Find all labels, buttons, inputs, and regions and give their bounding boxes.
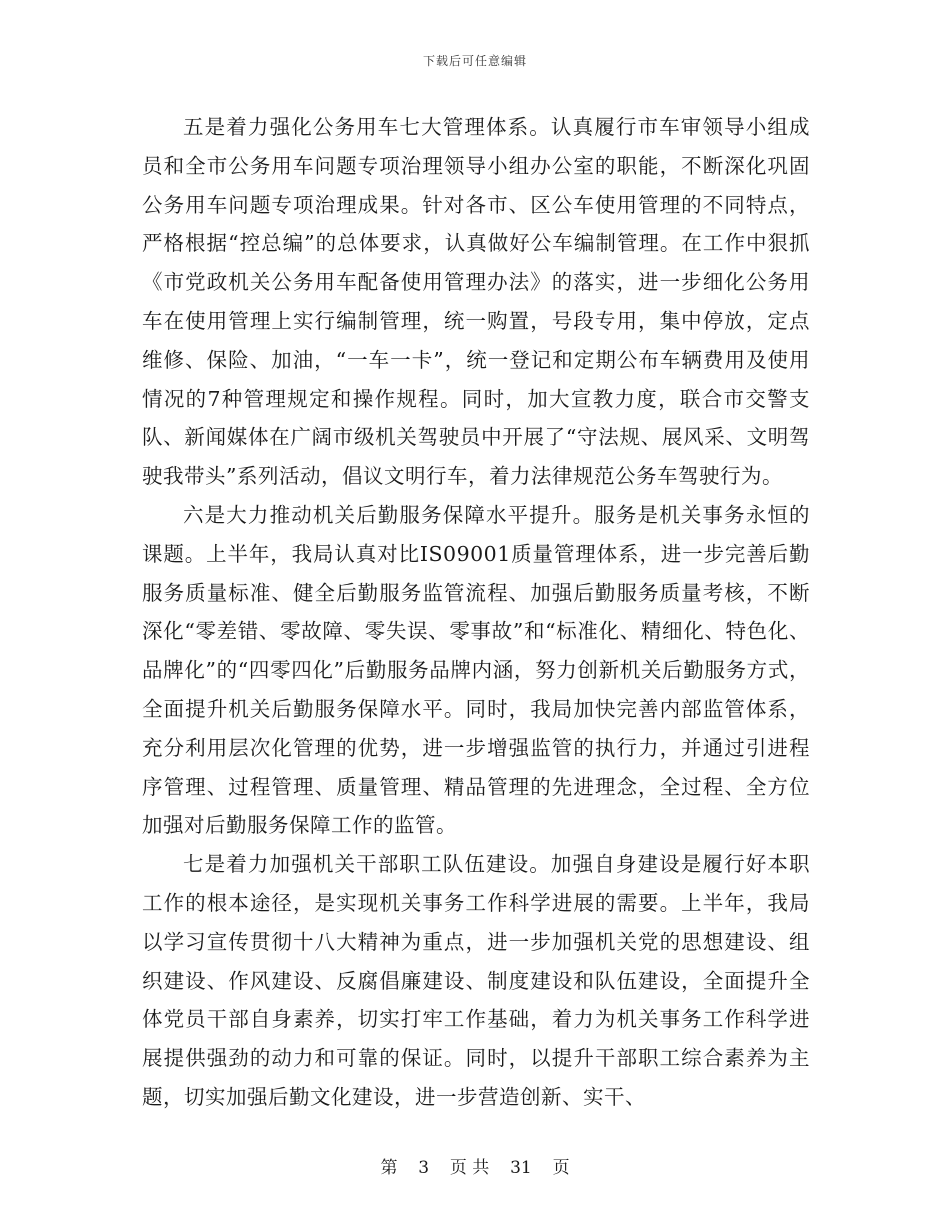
footer-total-pages: 31 <box>510 1158 532 1178</box>
footer-suffix: 页 <box>552 1158 570 1178</box>
footer-middle: 页 共 <box>449 1158 490 1178</box>
paragraph-five: 五是着力强化公务用车七大管理体系。认真履行市车审领导小组成员和全市公务用车问题专项治理领导小组办公室的职能，不断深化巩固公务用车问题专项治理成果。针对各市、区公车使用管理的不同特点，严格根据“控总编”的总体要求，认真做好公车编制管理。在工作中狠抓《市党政机关公务用车配备使用管理办法》的落实，进一步细化公务用车在使用管理上实行编制管理，统一购置，号段专用，集中停放，定点维修、保险、加油，“一车一卡”，统一登记和定期公布车辆费用及使用情况的7种管理规定和操作规程。同时，加大宣教力度，联合市交警支队、新闻媒体在广阔市级机关驾驶员中开展了“守法规、展风采、文明驾驶我带头”系列活动，倡议文明行车，着力法律规范公务车驾驶行为。 <box>142 115 810 489</box>
paragraph-seven: 七是着力加强机关干部职工队伍建设。加强自身建设是履行好本职工作的根本途径，是实现机关事务工作科学进展的需要。上半年，我局以学习宣传贯彻十八大精神为重点，进一步加强机关党的思想建设、组织建设、作风建设、反腐倡廉建设、制度建设和队伍建设，全面提升全体党员干部自身素养，切实打牢工作基础，着力为机关事务工作科学进展提供强劲的动力和可靠的保证。同时，以提升干部职工综合素养为主题，切实加强后勤文化建设，进一步营造创新、实干、 <box>142 852 810 1109</box>
paragraph-six: 六是大力推动机关后勤服务保障水平提升。服务是机关事务永恒的课题。上半年，我局认真对比IS09001质量管理体系，进一步完善后勤服务质量标准、健全后勤服务监管流程、加强后勤服务质量考核，不断深化“零差错、零故障、零失误、零事故”和“标准化、精细化、特色化、品牌化”的“四零四化”后勤服务品牌内涵，努力创新机关后勤服务方式，全面提升机关后勤服务保障水平。同时，我局加快完善内部监管体系，充分利用层次化管理的优势，进一步增强监管的执行力，并通过引进程序管理、过程管理、质量管理、精品管理的先进理念，全过程、全方位加强对后勤服务保障工作的监管。 <box>142 502 810 838</box>
page-header: 下载后可任意编辑 <box>422 54 527 68</box>
footer-prefix: 第 <box>380 1158 398 1178</box>
footer-current-page: 3 <box>418 1158 430 1178</box>
page-footer <box>0 1153 950 1178</box>
document-body <box>142 108 810 1117</box>
